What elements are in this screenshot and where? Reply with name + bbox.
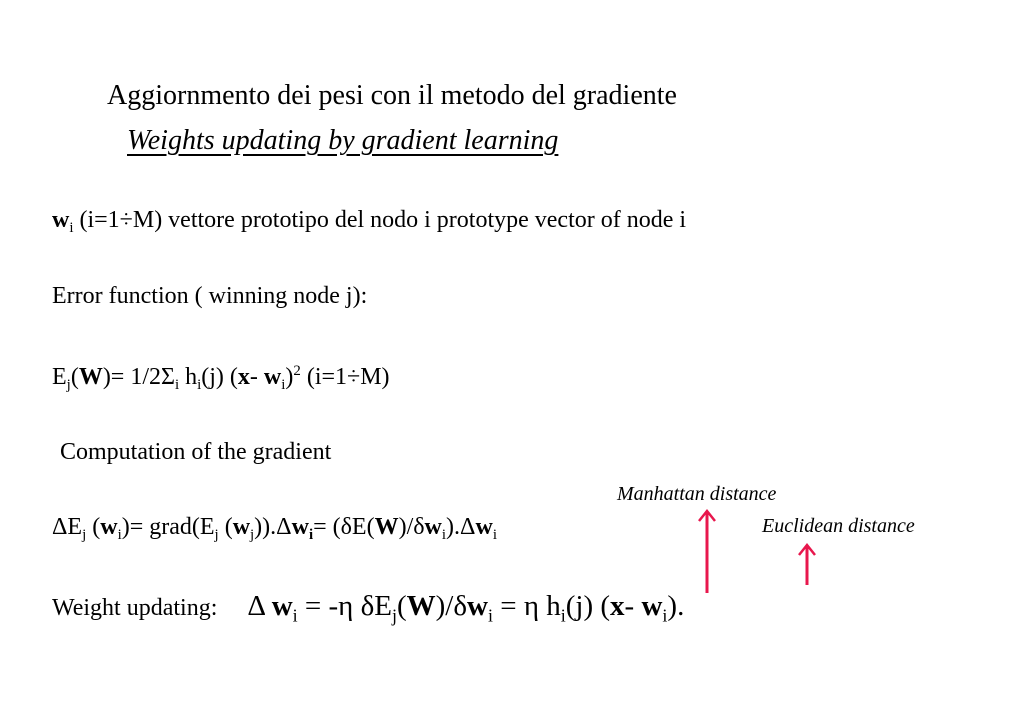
prototype-vector-line: $w_i$ (i=1÷M) vettore prototipo del nodo i prototype vector of node i: [52, 207, 687, 237]
error-function-label: Error function ( winning node j):: [52, 283, 368, 309]
slide-title-italian: Aggiornmento dei pesi con il metodo del gradiente: [107, 80, 677, 111]
weight-update-label: Weight updating:: [52, 595, 218, 621]
gradient-equation: $\Delta E_j$ $(w_i)=$ $grad(E_j$ $(w_j)).\Delta w_i= (\delta E(W)/\delta w_i).\Delta w_i$: [52, 514, 497, 544]
euclidean-arrow-icon: [797, 541, 817, 585]
euclidean-distance-annotation: Euclidean distance: [762, 515, 915, 537]
slide-title-english: Weights updating by gradient learning: [127, 125, 559, 156]
gradient-heading: Computation of the gradient: [60, 439, 332, 465]
manhattan-arrow-icon: [697, 507, 717, 593]
error-function-equation: $E_j(W)= 1/2\Sigma_i$ $h_i(j)$ (x- $w_i)^2$ (i=1÷M): [52, 363, 390, 394]
weight-update-equation: Weight updating: Δ $w_i = -\eta$ $\delta E_j(W)/\delta w_i = \eta$ $h_i(j)$ (x- $w_i$).: [52, 590, 685, 626]
manhattan-distance-annotation: Manhattan distance: [617, 483, 777, 505]
